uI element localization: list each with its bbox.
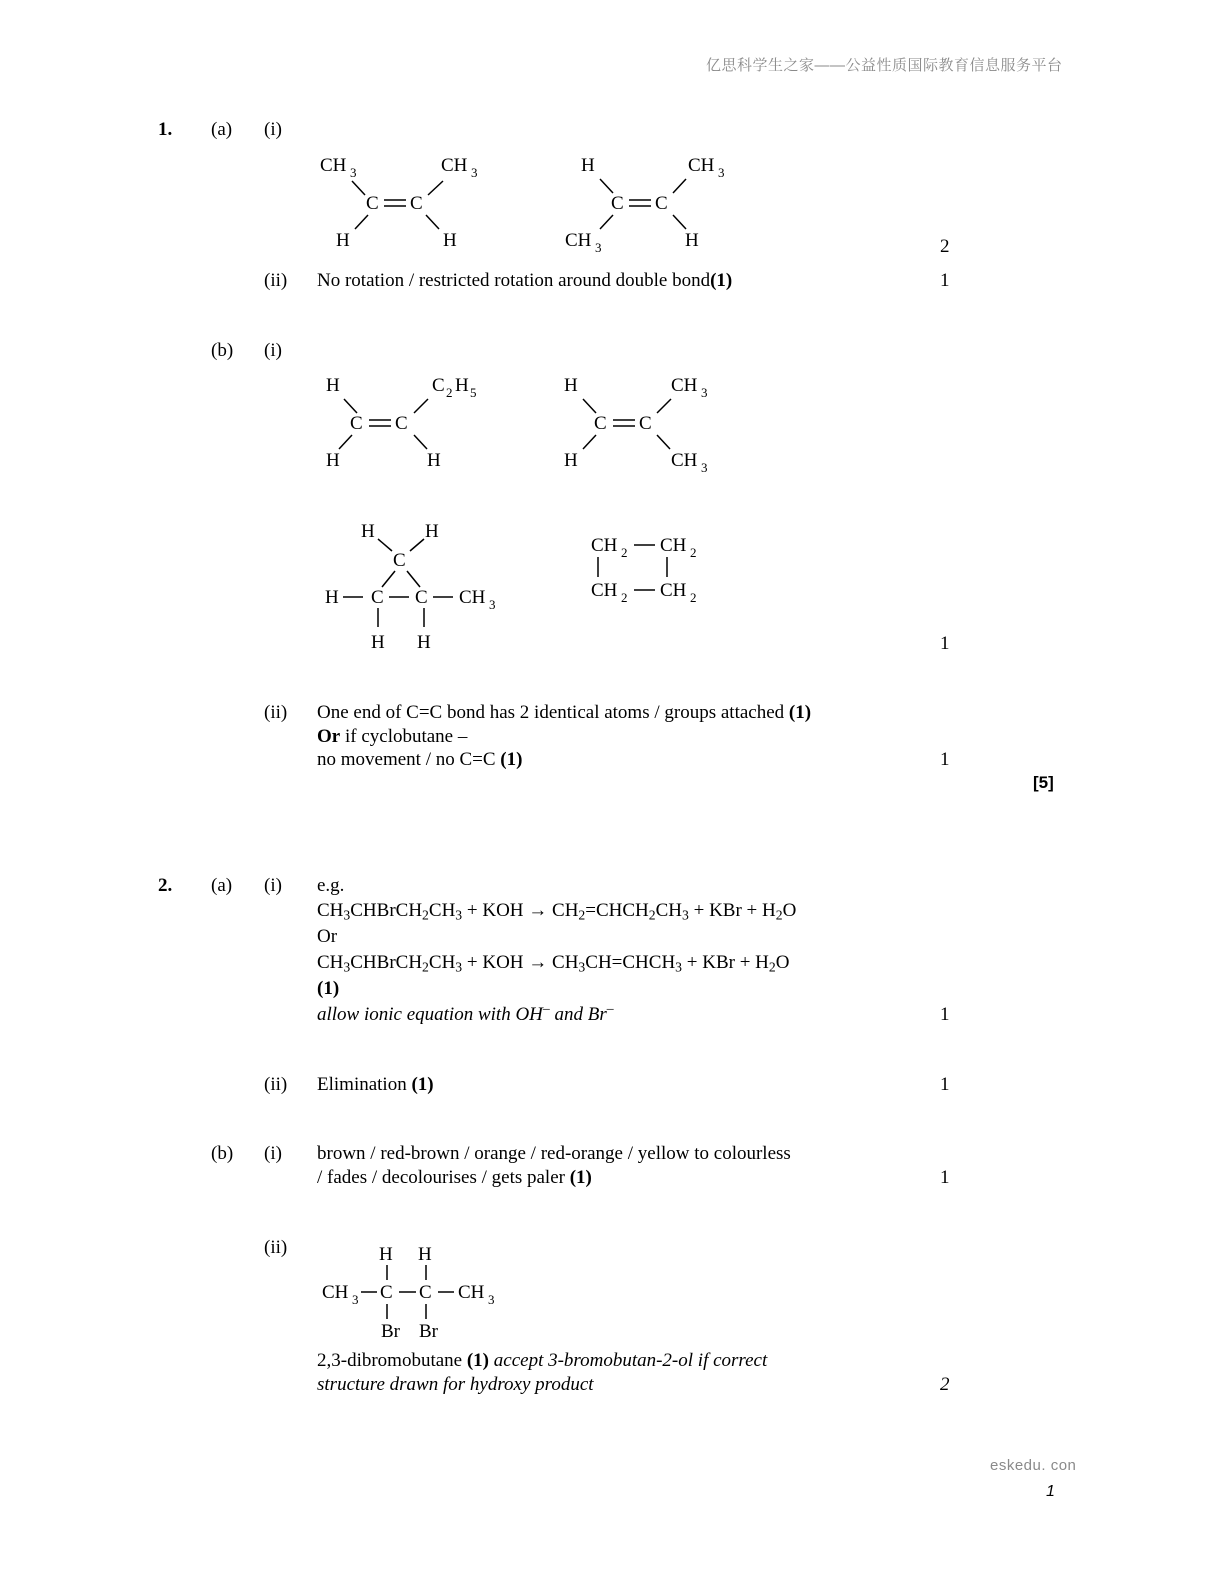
eg-label: e.g. <box>317 875 345 896</box>
atom-subscript: 3 <box>350 165 357 180</box>
answer-text: if cyclobutane – <box>340 726 468 747</box>
atom-label: C <box>432 375 445 396</box>
eq-text: CH <box>428 952 456 973</box>
atom-subscript: 2 <box>690 590 697 605</box>
atom-label: H <box>361 521 375 542</box>
atom-subscript: 3 <box>471 165 478 180</box>
atom-label: CH <box>660 580 687 601</box>
eq-text: CH <box>655 900 683 921</box>
subpart-label: (ii) <box>264 1074 288 1095</box>
answer-line <box>317 1167 592 1189</box>
atom-label: H <box>325 587 339 608</box>
atom-subscript: 2 <box>621 590 628 605</box>
atom-label: CH <box>322 1282 349 1303</box>
eq-text: + KBr + H <box>682 952 769 973</box>
answer-line <box>317 726 467 748</box>
atom-label: CH <box>660 535 687 556</box>
atom-label: H <box>443 230 457 251</box>
eq-subscript: 2 <box>422 907 429 923</box>
structure-dibromobutane <box>315 1238 525 1348</box>
part-label: (a) <box>211 875 233 896</box>
eq-subscript: 2 <box>775 907 783 923</box>
eq-subscript: 3 <box>455 907 463 923</box>
eq-text: CHBrCH <box>350 952 423 973</box>
footer-site-url: eskedu. con <box>990 1457 1077 1474</box>
atom-label: C <box>410 193 423 214</box>
eq-text: CH=CHCH <box>585 952 676 973</box>
atom-label: H <box>418 1244 432 1265</box>
atom-label: H <box>379 1244 393 1265</box>
atom-label: H <box>685 230 699 251</box>
atom-subscript: 3 <box>489 597 496 612</box>
atom-label: C <box>639 413 652 434</box>
marks: 2 <box>940 236 950 257</box>
eq-text: O <box>782 900 797 921</box>
eq-text: CH <box>317 900 344 921</box>
eq-subscript: 3 <box>578 959 586 975</box>
atom-subscript: 3 <box>701 460 708 475</box>
mark-indicator: (1) <box>466 1350 490 1371</box>
structure-methylcyclopropane <box>320 515 520 655</box>
eq-text: CHBrCH <box>350 900 423 921</box>
atom-label: H <box>564 450 578 471</box>
atom-label: H <box>326 450 340 471</box>
question-number: 1. <box>158 119 173 140</box>
atom-subscript: 2 <box>621 545 628 560</box>
atom-subscript: 3 <box>488 1292 495 1307</box>
atom-label: C <box>350 413 363 434</box>
atom-label: H <box>326 375 340 396</box>
atom-label: H <box>427 450 441 471</box>
subpart-label: (ii) <box>264 702 288 723</box>
answer-line <box>317 702 811 724</box>
structure-trans-but-2-ene <box>560 145 760 255</box>
atom-subscript: 3 <box>701 385 708 400</box>
atom-label: H <box>425 521 439 542</box>
page-number: 1 <box>1046 1483 1055 1500</box>
subpart-label: (ii) <box>264 1237 288 1258</box>
atom-label: Br <box>419 1321 438 1342</box>
mark-indicator: (1) <box>788 702 812 723</box>
answer-line: No rotation / restricted rotation around double bond <box>317 270 711 291</box>
atom-label: CH <box>459 587 486 608</box>
eq-text: CH <box>317 952 344 973</box>
answer-line <box>317 1350 767 1372</box>
eq-subscript: 2 <box>422 959 429 975</box>
structure-cis-but-2-ene <box>300 145 500 255</box>
answer-text: / fades / decolourises / gets paler <box>317 1167 570 1188</box>
atom-label: CH <box>320 155 347 176</box>
marks: 1 <box>940 633 950 654</box>
eq-text: + KOH → CH <box>462 952 579 973</box>
note-superscript: – <box>542 1000 550 1016</box>
mark-indicator: (1) <box>710 270 733 291</box>
marking-note: accept 3-bromobutan-2-ol if correct <box>489 1350 768 1371</box>
atom-label: CH <box>671 450 698 471</box>
answer-text: no movement / no C=C <box>317 749 501 770</box>
atom-label: C <box>366 193 379 214</box>
part-label: (b) <box>211 1143 234 1164</box>
marks: 1 <box>940 270 950 291</box>
note-text: allow ionic equation with OH <box>317 1004 543 1025</box>
atom-subscript: 5 <box>470 385 477 400</box>
eq-text: =CHCH <box>585 900 649 921</box>
mark-indicator: (1) <box>569 1167 592 1188</box>
eq-subscript: 2 <box>578 907 586 923</box>
atom-label: H <box>581 155 595 176</box>
answer-text <box>317 270 732 292</box>
atom-label: CH <box>565 230 592 251</box>
eq-subscript: 3 <box>682 907 689 923</box>
atom-label: C <box>594 413 607 434</box>
atom-label: H <box>336 230 350 251</box>
atom-label: H <box>371 632 385 653</box>
structure-but-1-ene <box>310 365 510 475</box>
eq-text: + KOH → CH <box>462 900 579 921</box>
atom-label: H <box>417 632 431 653</box>
note-text: and Br <box>549 1004 607 1025</box>
equation-1 <box>317 900 796 922</box>
atom-label: CH <box>441 155 468 176</box>
equation-2 <box>317 952 789 974</box>
marking-note: structure drawn for hydroxy product <box>317 1374 594 1395</box>
eq-subscript: 3 <box>675 959 683 975</box>
atom-label: Br <box>381 1321 400 1342</box>
atom-label: CH <box>688 155 715 176</box>
answer-line <box>317 1074 434 1096</box>
subpart-label: (i) <box>264 340 282 361</box>
header-site-name: 亿思科学生之家——公益性质国际教育信息服务平台 <box>706 57 1063 74</box>
question-total: [5] <box>1033 773 1054 792</box>
subpart-label: (i) <box>264 119 282 140</box>
marks: 1 <box>940 1167 950 1188</box>
eq-text: O <box>775 952 790 973</box>
atom-label: CH <box>591 535 618 556</box>
answer-line <box>317 749 522 771</box>
eq-text: + KBr + H <box>688 900 776 921</box>
marks: 1 <box>940 1004 950 1025</box>
atom-label: CH <box>458 1282 485 1303</box>
atom-subscript: 3 <box>718 165 725 180</box>
eq-subscript: 2 <box>648 907 656 923</box>
subpart-label: (ii) <box>264 270 288 291</box>
atom-label: H <box>564 375 578 396</box>
atom-label: C <box>419 1282 432 1303</box>
mark-indicator: (1) <box>411 1074 434 1095</box>
structure-methylpropene <box>550 365 750 475</box>
or-keyword: Or <box>317 726 341 747</box>
atom-label: C <box>371 587 384 608</box>
answer-text: One end of C=C bond has 2 identical atoms / groups attached <box>317 702 789 723</box>
atom-label: C <box>380 1282 393 1303</box>
atom-label: C <box>611 193 624 214</box>
answer-line: brown / red-brown / orange / red-orange / yellow to colourless <box>317 1143 791 1164</box>
or-text: Or <box>317 926 338 947</box>
atom-label: C <box>395 413 408 434</box>
subpart-label: (i) <box>264 875 282 896</box>
structure-cyclobutane <box>585 530 725 610</box>
atom-subscript: 2 <box>446 385 453 400</box>
note-superscript: – <box>606 1000 614 1016</box>
atom-label: C <box>415 587 428 608</box>
mark-indicator: (1) <box>500 749 523 770</box>
mark-indicator: (1) <box>317 978 340 999</box>
eq-subscript: 3 <box>455 959 463 975</box>
marks: 2 <box>940 1374 950 1395</box>
part-label: (b) <box>211 340 234 361</box>
subpart-label: (i) <box>264 1143 282 1164</box>
eq-text: CH <box>428 900 456 921</box>
atom-label: CH <box>671 375 698 396</box>
marking-note <box>317 1000 614 1026</box>
part-label: (a) <box>211 119 233 140</box>
atom-label: C <box>655 193 668 214</box>
atom-label: C <box>393 550 406 571</box>
atom-subscript: 3 <box>595 240 602 255</box>
marks: 1 <box>940 749 950 770</box>
atom-subscript: 2 <box>690 545 697 560</box>
answer-text: Elimination <box>317 1074 412 1095</box>
question-number: 2. <box>158 875 173 896</box>
atom-subscript: 3 <box>352 1292 359 1307</box>
marks: 1 <box>940 1074 950 1095</box>
atom-label: H <box>455 375 469 396</box>
compound-name: 2,3-dibromobutane <box>317 1350 467 1371</box>
eq-subscript: 2 <box>768 959 776 975</box>
eq-subscript: 3 <box>343 907 351 923</box>
eq-subscript: 3 <box>343 959 351 975</box>
atom-label: CH <box>591 580 618 601</box>
